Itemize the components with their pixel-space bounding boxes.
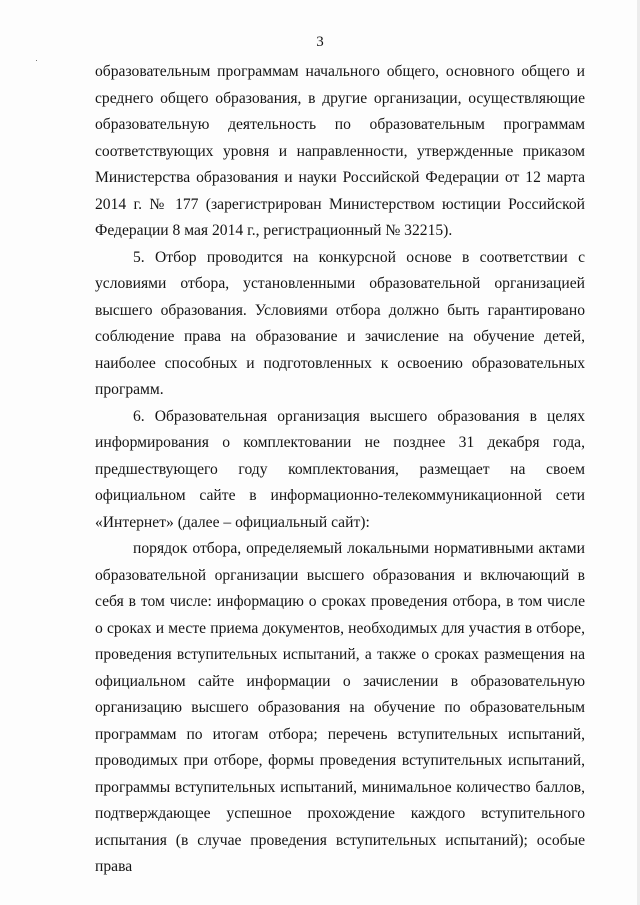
paragraph-continuation: образовательным программам начального общего, основного общего и среднего общего образования, в другие организации, осуществляющие образовательную деятельность по образовательным программам соответствующих уровня и направленности, утвержденные приказом Министерства образования и науки Российской Федерации от 12 марта 2014 г. № 177 (зарегистрирован Министерством юстиции Российской Федерации 8 мая 2014 г., регистрационный № 32215). [95, 63, 585, 239]
scan-speck [36, 60, 37, 61]
document-body [95, 59, 585, 881]
paragraph-selection-procedure: порядок отбора, определяемый локальными нормативными актами образовательной организации высшего образования и включающий в себя в том числе: информацию о сроках проведения отбора, в том числе о сроках и месте приема документов, необходимых для участия в отборе, проведения вступительных испытаний, а также о сроках размещения на официальном сайте информации о зачислении в образовательную организацию высшего образования на обучение по образовательным программам по итогам отбора; перечень вступительных испытаний, проводимых при отборе, формы проведения вступительных испытаний, программы вступительных испытаний, минимальное количество баллов, подтверждающее успешное прохождение каждого вступительного испытания (в случае проведения вступительных испытаний); особые права [95, 540, 585, 875]
page-number: 3 [316, 34, 324, 50]
paragraph-item-5: 5. Отбор проводится на конкурсной основе в соответствии с условиями отбора, установленными образовательной организацией высшего образования. Условиями отбора должно быть гарантировано соблюдение права на образование и зачисление на обучение детей, наиболее способных и подготовленных к освоению образовательных программ. [95, 248, 585, 398]
paragraph-item-6: 6. Образовательная организация высшего образования в целях информирования о комплектовании не позднее 31 декабря года, предшествующего году комплектования, размещает на своем официальном сайте в информационно-телекоммуникационной сети «Интернет» (далее – официальный сайт): [95, 407, 585, 531]
